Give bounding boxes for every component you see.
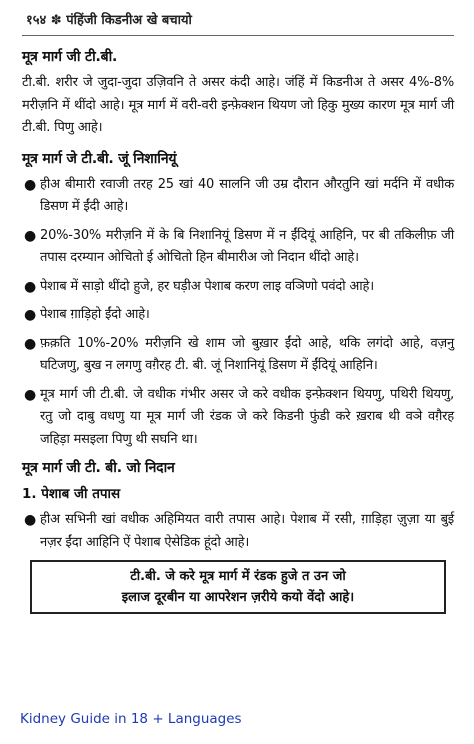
list-item-text: 20%-30% मरीज़नि में के बि निशानियूं डिसण में न ईंदियूं आहिनि, पर बी तकिलीफ़ जी तपास दरम्यान ओचितो ई ओचितो हिन बीमारीअ जो निदान थींदो आहे। bbox=[40, 227, 454, 265]
footer-caption: Kidney Guide in 18 + Languages bbox=[20, 711, 242, 727]
section-heading-tb: मूत्र मार्ग जी टी.बी. bbox=[22, 49, 118, 65]
diagnosis-list bbox=[22, 509, 454, 554]
symptoms-list bbox=[22, 174, 454, 452]
list-item-text: मूत्र मार्ग जी टी.बी. जे वधीक गंभीर असर जे करे वधीक इन्फ़ेक्शन थियणु, पथिरी थियणु, रतु जो दाबु वधणु या मूत्र मार्ग जी रंडक जे करे किडनी फुंडी करे ख़राब थी वञे वग़ैरह जहिड़ा मसइला पिणु थी सघनि था। bbox=[40, 386, 454, 447]
bullet-icon: ● bbox=[24, 307, 37, 323]
bullet-icon: ● bbox=[24, 335, 37, 352]
page-header: १५४ ✽ पंहिंजी किडनीअ खे बचायो bbox=[26, 13, 192, 28]
bullet-icon: ● bbox=[24, 386, 37, 403]
highlight-line-1: टी.बी. जे करे मूत्र मार्ग में रंडक हुजे त उन जो bbox=[130, 569, 346, 584]
list-item bbox=[22, 225, 454, 270]
list-item bbox=[22, 304, 454, 327]
highlight-line-2: इलाज दूरबीन या आपरेशन ज़रीये कयो वेंदो आहे। bbox=[121, 590, 355, 605]
list-item bbox=[22, 384, 454, 452]
bullet-icon: ● bbox=[24, 176, 37, 193]
list-item bbox=[22, 174, 454, 219]
bullet-icon: ● bbox=[24, 512, 37, 528]
section-heading-symptoms: मूत्र मार्ग जे टी.बी. जूं निशानियूं bbox=[22, 150, 177, 167]
list-item bbox=[22, 509, 454, 554]
document-body bbox=[22, 46, 454, 614]
section-paragraph-tb: टी.बी. शरीर जे जुदा-जुदा उज़िवनि ते असर कंदी आहे। जंहिं में किडनीअ ते असर 4%-8% मरीज़नि में थींदो आहे। मूत्र मार्ग में वरी-वरी इन्फ़ेक्शन थियण जो हिकु मुख्य कारण मूत्र मार्ग जी टी.बी. पिणु आहे। bbox=[22, 75, 454, 135]
list-item-text: हीअ बीमारी रवाजी तरह 25 खां 40 सालनि जी उम्र दौरान औरतुनि खां मर्दनि में वधीक डिसण में ईंदी आहे। bbox=[40, 176, 454, 214]
subheading-urine-test: 1. पेशाब जी तपास bbox=[22, 486, 121, 502]
list-item-text: पेशाब में साड़ो थींदो हुजे, हर घड़ीअ पेशाब करण लाइ वञिणो पवंदो आहे। bbox=[40, 278, 374, 294]
list-item bbox=[22, 333, 454, 378]
bullet-icon: ● bbox=[24, 227, 37, 244]
section-heading-diagnosis: मूत्र मार्ग जी टी. बी. जो निदान bbox=[22, 460, 175, 476]
list-item-text: हीअ सभिनी खां वधीक अहिमियत वारी तपास आहे। पेशाब में रसी, ग़ाड़िहा ज़ुज़ा या बुई नज़र ईंदा आहिनि ऐं पेशाब ऐसेडिक हूंदो आहे। bbox=[40, 512, 454, 550]
bullet-icon: ● bbox=[24, 278, 37, 295]
list-item-text: पेशाब ग़ाड़िहो ईंदो आहे। bbox=[40, 307, 150, 322]
list-item-text: फ़क़ति 10%-20% मरीज़नि खे शाम जो बुख़ार ईंदो आहे, थकि लगंदो आहे, वज़नु घटिजणु, बुख न लगणु वग़ैरह टी. बी. जूं निशानियूं डिसण में ईंदियूं आहिनि। bbox=[40, 335, 454, 373]
list-item bbox=[22, 276, 454, 299]
highlight-box bbox=[30, 560, 446, 614]
header-divider bbox=[22, 35, 454, 36]
